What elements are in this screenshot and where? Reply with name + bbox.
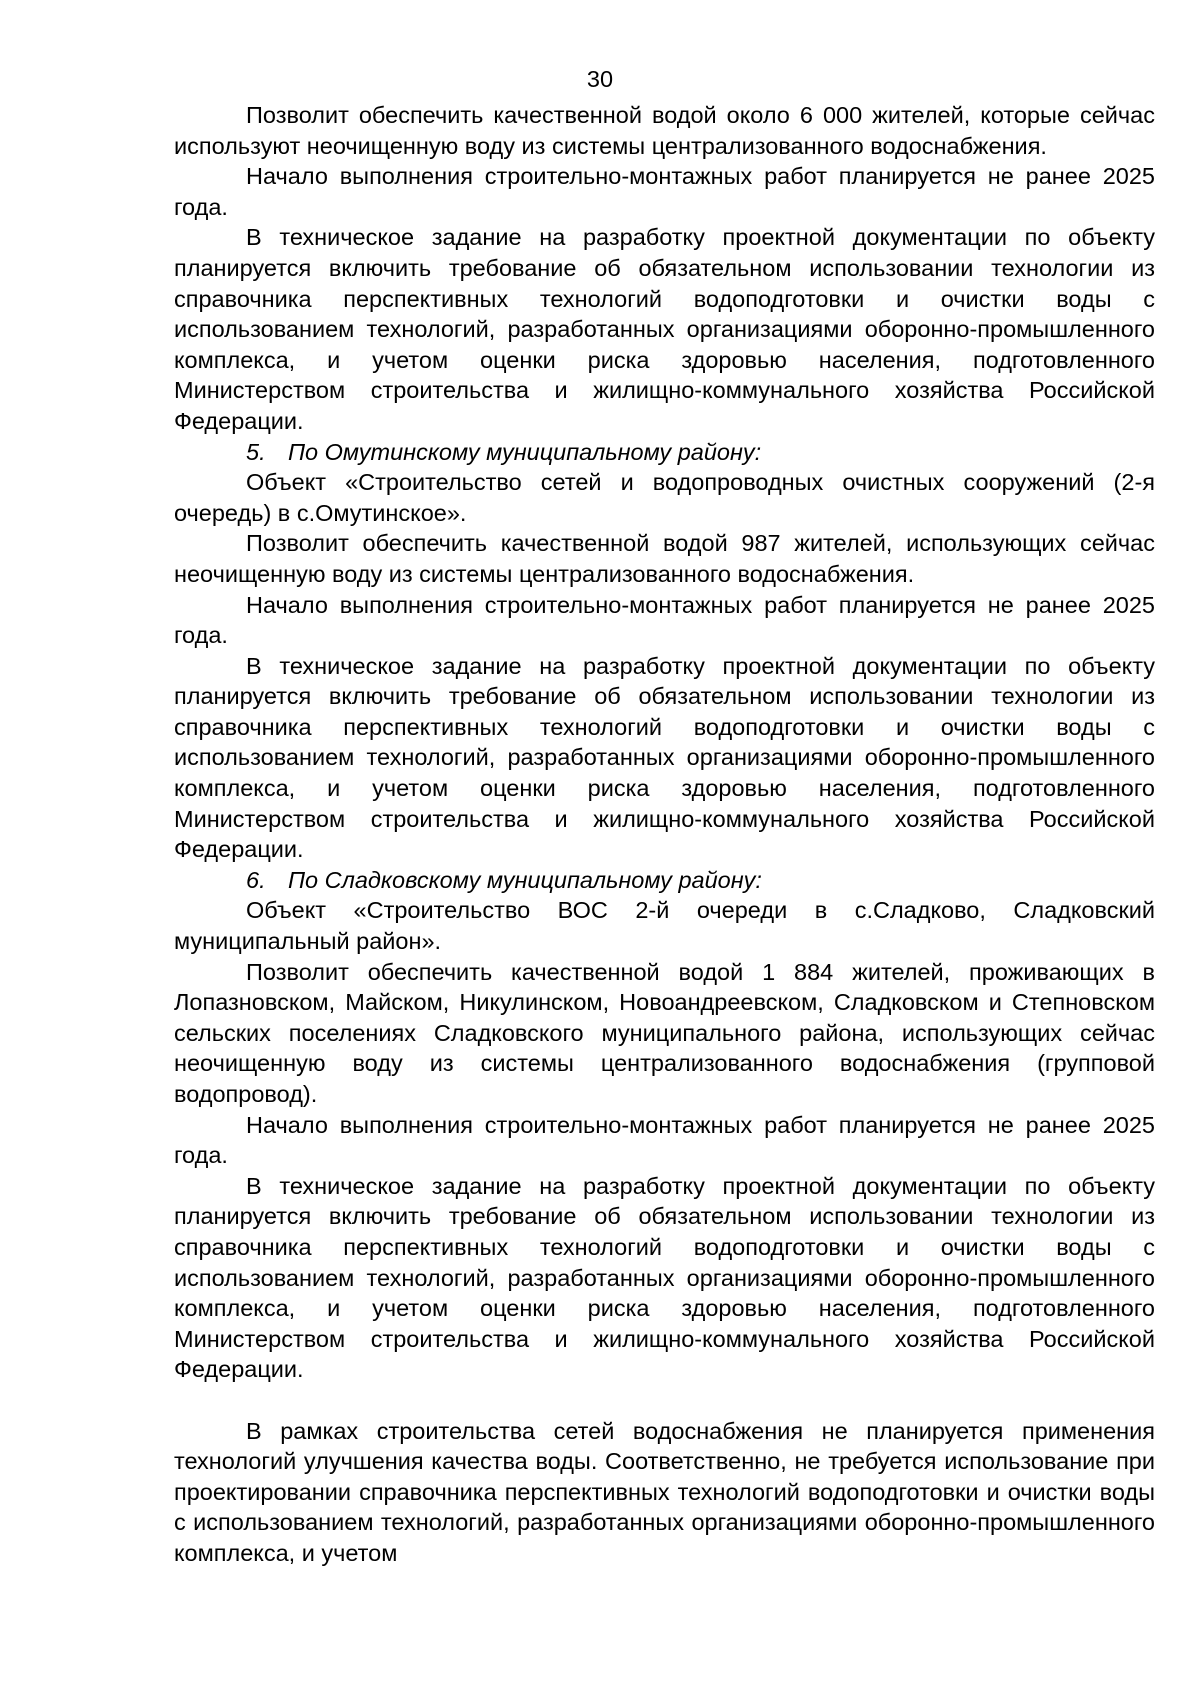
paragraph-water-supply-6000: Позволит обеспечить качественной водой около 6 000 жителей, которые сейчас используют неочищенную воду из системы централизованного водоснабжения.	[174, 102, 1155, 159]
paragraph-start-2025: Начало выполнения строительно-монтажных работ планируется не ранее 2025 года.	[174, 1111, 1155, 1169]
section-number: 6.	[246, 866, 266, 893]
paragraph-start-2025: Начало выполнения строительно-монтажных работ планируется не ранее 2025 года.	[174, 591, 1155, 649]
page-number: 30	[586, 66, 614, 92]
paragraph-object-omutinskoe: Объект «Строительство сетей и водопроводных очистных сооружений (2-я очередь) в с.Омутинское».	[174, 469, 1155, 526]
section-number: 5.	[246, 438, 266, 465]
paragraph-water-supply-987: Позволит обеспечить качественной водой 987 жителей, использующих сейчас неочищенную воду из системы централизованного водоснабжения.	[174, 530, 1155, 587]
section-title: По Сладковскому муниципальному району:	[288, 866, 762, 893]
section-title: По Омутинскому муниципальному району:	[288, 438, 762, 465]
paragraph-technical-assignment: В техническое задание на разработку проектной документации по объекту планируется включить требование об обязательном использовании технологии из справочника перспективных технологий водоподготовки и очистки воды с использованием технологий, разработанных организациями оборонно-промышленного комплекса, и учетом оценки риска здоровью населения, подготовленного Министерством строительства и жилищно-коммунального хозяйства Российской Федерации.	[174, 652, 1155, 863]
paragraph-start-2025: Начало выполнения строительно-монтажных работ планируется не ранее 2025 года.	[174, 163, 1155, 220]
paragraph-water-supply-1884: Позволит обеспечить качественной водой 1 884 жителей, проживающих в Лопазновском, Майском, Никулинском, Новоандреевском, Сладковском и Степновском сельских поселениях Сладковского муниципального района, использующих сейчас неочищенную воду из системы централизованного водоснабжения (групповой водопровод).	[174, 958, 1155, 1107]
paragraph-technical-assignment: В техническое задание на разработку проектной документации по объекту планируется включить требование об обязательном использовании технологии из справочника перспективных технологий водоподготовки и очистки воды с использованием технологий, разработанных организациями оборонно-промышленного комплекса, и учетом оценки риска здоровью населения, подготовленного Министерством строительства и жилищно-коммунального хозяйства Российской Федерации.	[174, 1172, 1155, 1383]
section-heading-omutinsky	[174, 437, 1155, 468]
paragraph-technical-assignment: В техническое задание на разработку проектной документации по объекту планируется включить требование об обязательном использовании технологии из справочника перспективных технологий водоподготовки и очистки воды с использованием технологий, разработанных организациями оборонно-промышленного комплекса, и учетом оценки риска здоровью населения, подготовленного Министерством строительства и жилищно-коммунального хозяйства Российской Федерации.	[174, 224, 1155, 434]
paragraph-object-sladkovo: Объект «Строительство ВОС 2-й очереди в с.Сладково, Сладковский муниципальный район».	[174, 897, 1155, 955]
blank-line	[174, 1385, 1155, 1416]
paragraph-network-construction: В рамках строительства сетей водоснабжения не планируется применения технологий улучшения качества воды. Соответственно, не требуется использование при проектировании справочника перспективных технологий водоподготовки и очистки воды с использованием технологий, разработанных организациями оборонно-промышленного комплекса, и учетом	[174, 1417, 1155, 1566]
section-heading-sladkovsky	[174, 865, 1155, 896]
document-body	[174, 100, 1155, 1569]
